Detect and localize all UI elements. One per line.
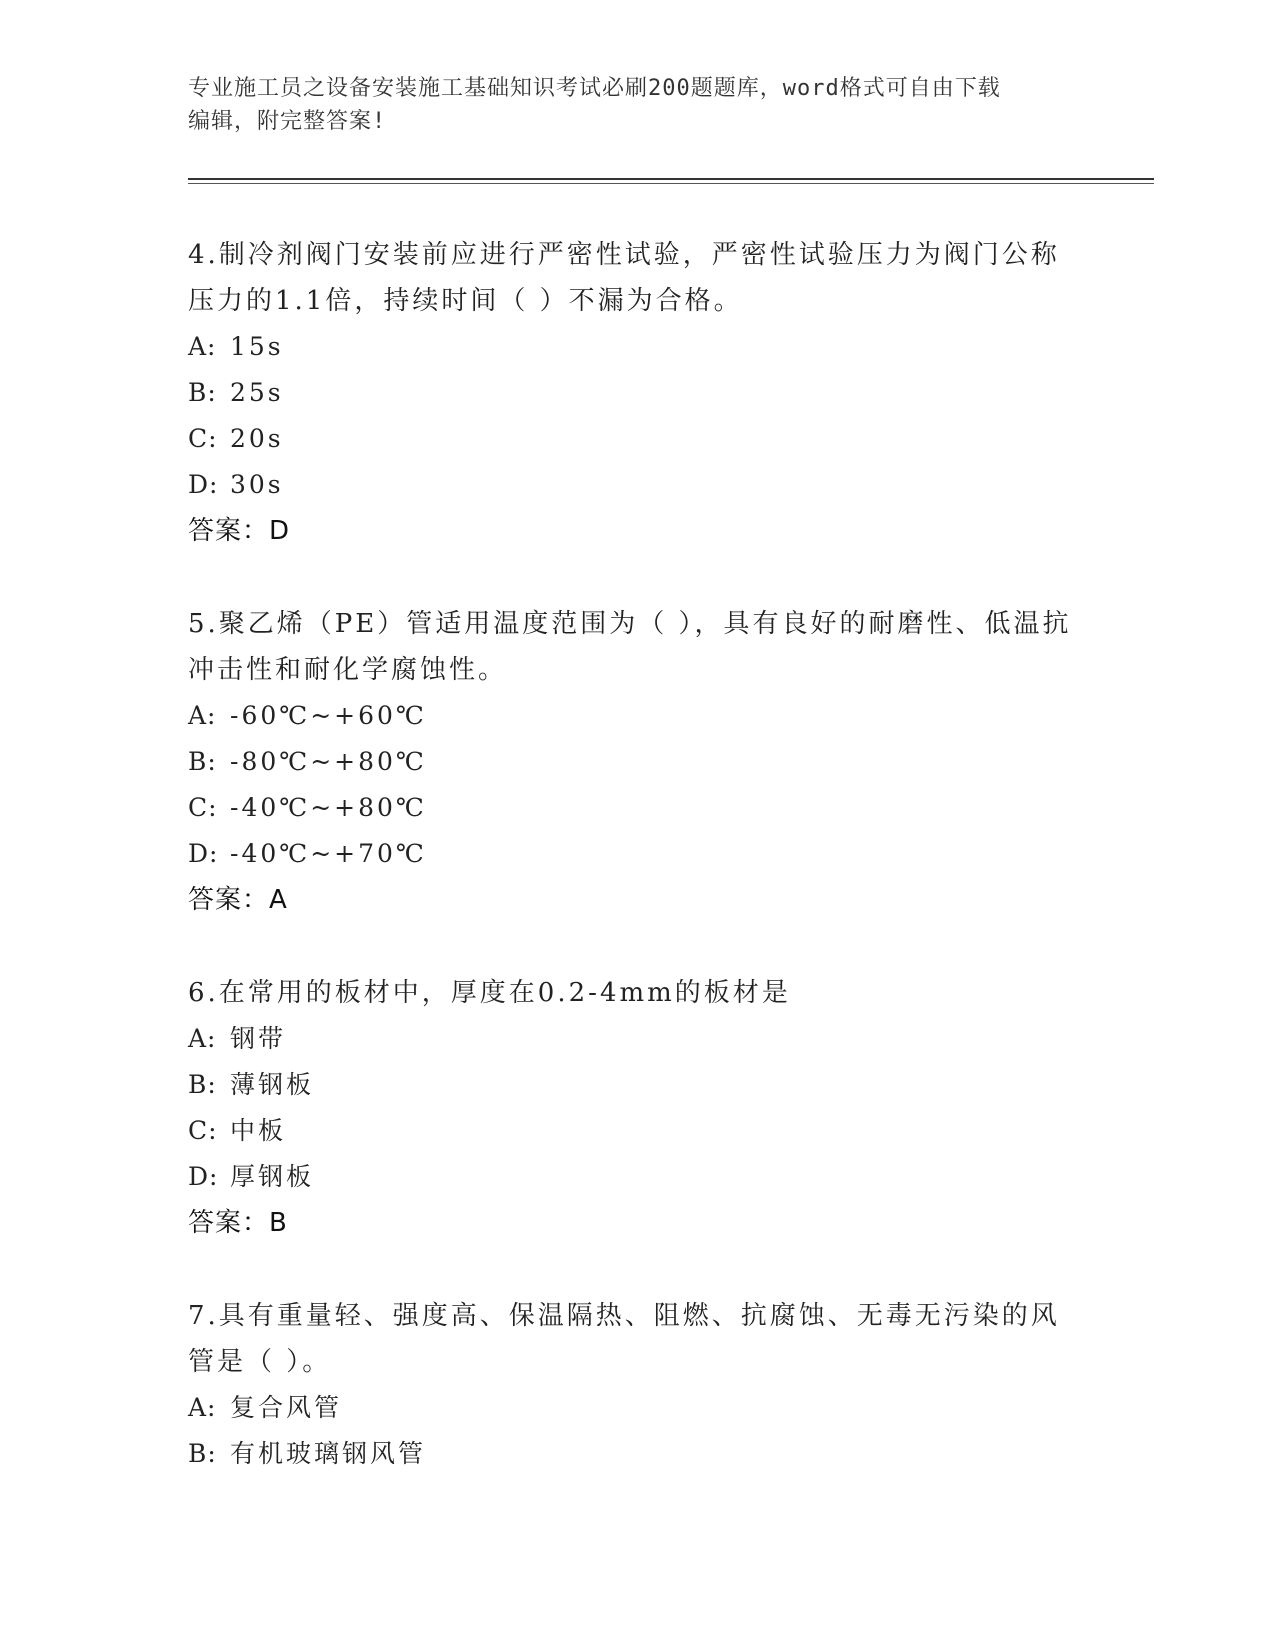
question-4	[188, 232, 1088, 554]
option-key: C:	[188, 1116, 218, 1145]
question-text: 4.制冷剂阀门安装前应进行严密性试验，严密性试验压力为阀门公称压力的1.1倍，持续时间（ ）不漏为合格。	[188, 240, 1060, 316]
option-key: A:	[188, 1393, 217, 1422]
option-value: -40℃~+80℃	[230, 793, 427, 822]
option-value: 复合风管	[230, 1393, 343, 1422]
option-key: D:	[188, 470, 219, 499]
option-b	[188, 1062, 1088, 1108]
option-key: A:	[188, 701, 217, 730]
option-d	[188, 831, 1088, 877]
option-key: D:	[188, 1162, 219, 1191]
option-value: 钢带	[230, 1024, 287, 1053]
answer-line: 答案：D	[188, 516, 291, 546]
answer-line: 答案：A	[188, 885, 288, 915]
option-value: 15s	[230, 332, 284, 361]
option-key: B:	[188, 1439, 217, 1468]
option-key: B:	[188, 747, 217, 776]
option-value: 30s	[230, 470, 284, 499]
option-key: B:	[188, 378, 217, 407]
option-value: 25s	[230, 378, 284, 407]
option-value: 有机玻璃钢风管	[230, 1439, 427, 1468]
option-value: -80℃~+80℃	[230, 747, 427, 776]
option-b	[188, 370, 1088, 416]
option-key: A:	[188, 332, 217, 361]
header-title-line-1: 专业施工员之设备安装施工基础知识考试必刷200题题库，word格式可自由下载	[188, 76, 1001, 101]
option-d	[188, 1154, 1088, 1200]
option-a	[188, 1016, 1088, 1062]
option-key: C:	[188, 424, 218, 453]
option-value: 厚钢板	[230, 1162, 315, 1191]
header-divider-thin	[188, 183, 1154, 184]
option-c	[188, 416, 1088, 462]
option-value: -60℃~+60℃	[230, 701, 427, 730]
option-b	[188, 739, 1088, 785]
option-value: 20s	[230, 424, 284, 453]
option-c	[188, 785, 1088, 831]
option-c	[188, 1108, 1088, 1154]
option-a	[188, 1385, 1088, 1431]
question-text: 6.在常用的板材中，厚度在0.2-4mm的板材是	[188, 978, 791, 1008]
option-value: -40℃~+70℃	[230, 839, 427, 868]
answer-line: 答案：B	[188, 1208, 288, 1238]
question-6	[188, 970, 1088, 1246]
option-b	[188, 1431, 1088, 1477]
question-list	[188, 232, 1088, 1524]
option-key: B:	[188, 1070, 217, 1099]
header-divider-thick	[188, 178, 1154, 180]
question-5	[188, 601, 1088, 923]
question-text: 5.聚乙烯（PE）管适用温度范围为（ ），具有良好的耐磨性、低温抗冲击性和耐化学腐蚀性。	[188, 609, 1072, 685]
document-header	[188, 72, 1088, 138]
option-key: D:	[188, 839, 219, 868]
option-key: C:	[188, 793, 218, 822]
option-d	[188, 462, 1088, 508]
header-title-line-2: 编辑，附完整答案!	[188, 109, 387, 134]
question-text: 7.具有重量轻、强度高、保温隔热、阻燃、抗腐蚀、无毒无污染的风管是（ ）。	[188, 1301, 1060, 1377]
option-a	[188, 693, 1088, 739]
option-a	[188, 324, 1088, 370]
question-7	[188, 1293, 1088, 1477]
option-value: 中板	[230, 1116, 287, 1145]
option-key: A:	[188, 1024, 217, 1053]
option-value: 薄钢板	[230, 1070, 315, 1099]
